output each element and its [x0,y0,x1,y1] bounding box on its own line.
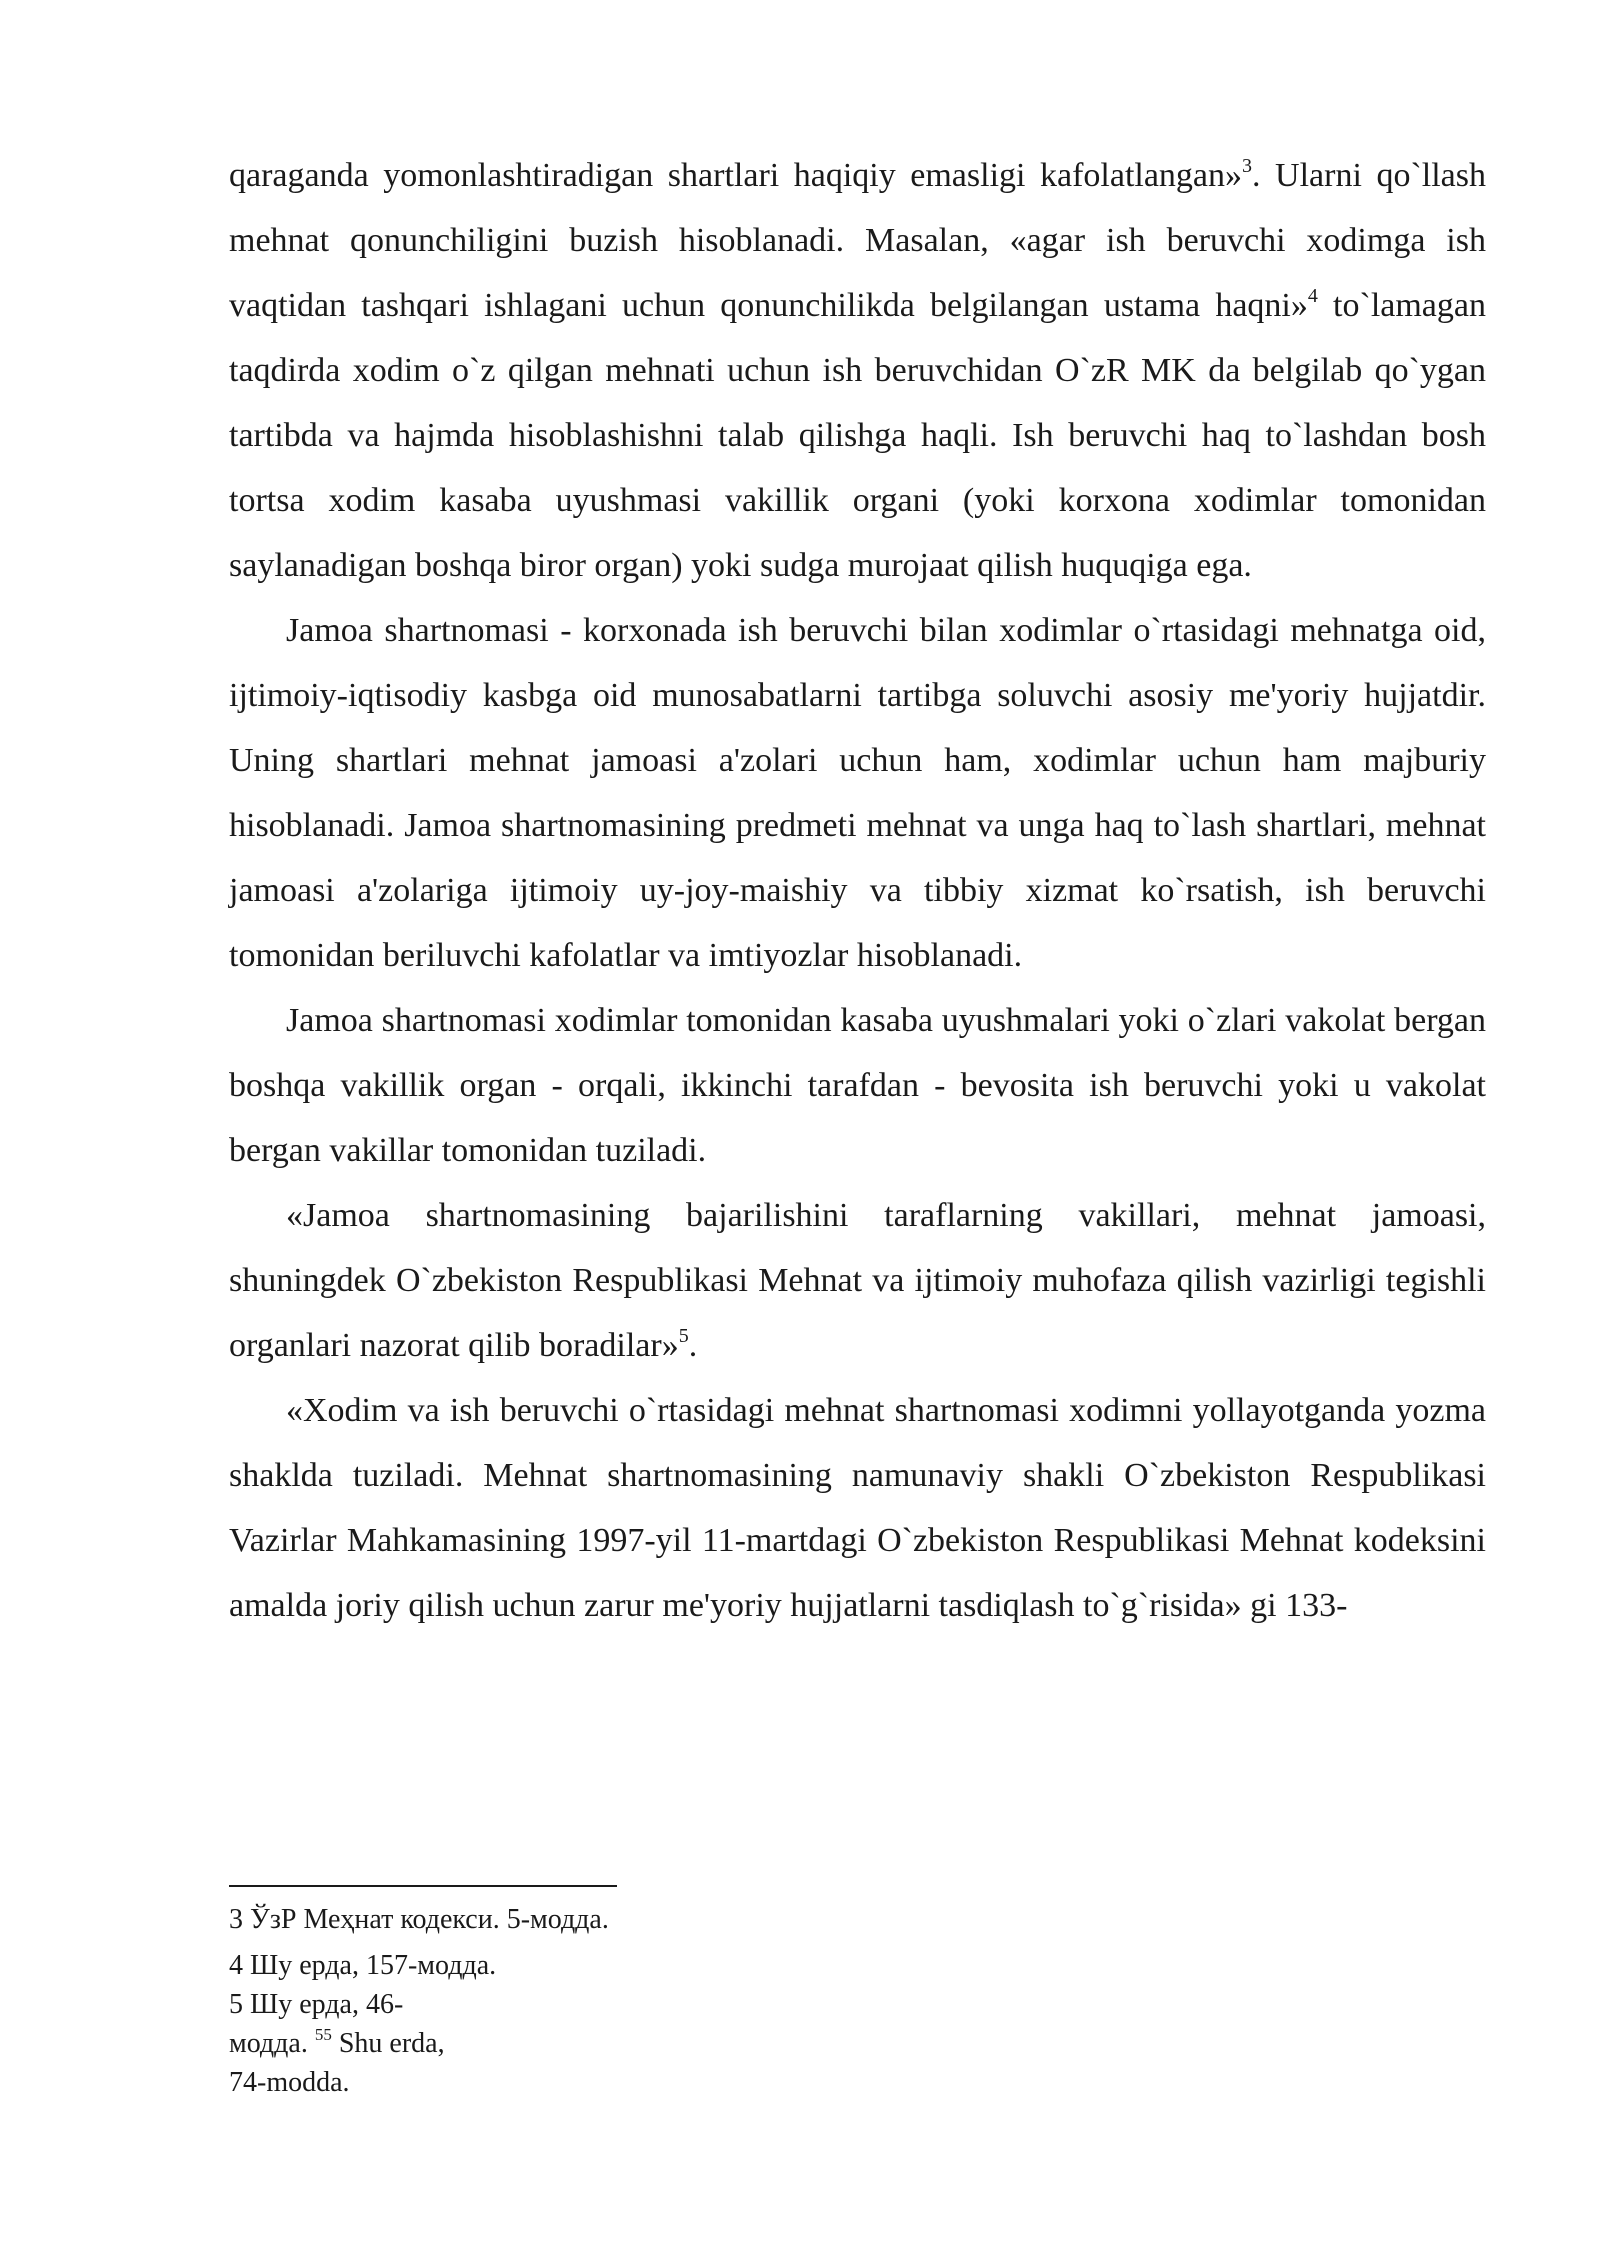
footnote-5: 5 Шу ерда, 46- [229,1989,404,2020]
footnote-55-continued: 74-modda. [229,2067,350,2098]
paragraph-4 [229,1183,1486,1378]
footnotes [229,1900,929,2102]
footnote-separator [229,1885,617,1887]
paragraph-1-text-b: . Ularni qo`llash mehnat qonunchiligini buzish hisoblanadi. Masalan, «agar ish beruvchi xodimga ish vaqtidan tashqari ishlagani uchun qonunchilikda belgilangan ustama haqni» [229,157,1486,324]
footnote-ref-4[interactable]: 4 [1307,284,1318,307]
paragraph-1-text-c: to`lamagan taqdirda xodim o`z qilgan mehnati uchun ish beruvchidan O`zR MK da belgilab qo`ygan tartibda va hajmda hisoblashishni talab qilishga haqli. Ish beruvchi haq to`lashdan bosh tortsa xodim kasaba uyushmasi vakillik organi (yoki korxona xodimlar tomonidan saylanadigan boshqa biror organ) yoki sudga murojaat qilish huquqiga ega. [229,287,1486,584]
footnote-5-text: модда. [229,2028,315,2059]
paragraph-1 [229,143,1486,598]
footnote-3: 3 ЎзР Меҳнат кодекси. 5-модда. [229,1904,609,1935]
document-body [229,143,1486,1638]
footnote-55-text: Shu erda, [331,2028,445,2059]
footnote-ref-3[interactable]: 3 [1242,154,1253,177]
footnote-ref-5[interactable]: 5 [678,1324,689,1347]
footnote-4: 4 Шу ерда, 157-модда. [229,1950,497,1981]
paragraph-5: «Xodim va ish beruvchi o`rtasidagi mehnat shartnomasi xodimni yollayotganda yozma shaklda tuziladi. Mehnat shartnomasining namunaviy shakli O`zbekiston Respublikasi Vazirlar Mahkamasining 1997-yil 11-martdagi O`zbekiston Respublikasi Mehnat kodeksini amalda joriy qilish uchun zarur me'yoriy hujjatlarni tasdiqlash to`g`risida» gi 133- [229,1392,1486,1624]
paragraph-1-text-a: qaraganda yomonlashtiradigan shartlari haqiqiy emasligi kafolatlangan» [229,157,1243,194]
paragraph-4-text-a: «Jamoa shartnomasining bajarilishini taraflarning vakillari, mehnat jamoasi, shuningdek O`zbekiston Respublikasi Mehnat va ijtimoiy muhofaza qilish vazirligi tegishli organlari nazorat qilib boradilar» [229,1197,1486,1364]
footnote-5-continued [229,2024,929,2063]
paragraph-4-text-b: . [688,1327,698,1364]
footnote-ref-55: 55 [314,2024,332,2044]
paragraph-2: Jamoa shartnomasi - korxonada ish beruvchi bilan xodimlar o`rtasidagi mehnatga oid, ijtimoiy-iqtisodiy kasbga oid munosabatlarni tartibga soluvchi asosiy me'yoriy hujjatdir. Uning shartlari mehnat jamoasi a'zolari uchun ham, xodimlar uchun ham majburiy hisoblanadi. Jamoa shartnomasining predmeti mehnat va unga haq to`lash shartlari, mehnat jamoasi a'zolariga ijtimoiy uy-joy-maishiy va tibbiy xizmat ko`rsatish, ish beruvchi tomonidan beriluvchi kafolatlar va imtiyozlar hisoblanadi. [229,612,1486,974]
paragraph-3: Jamoa shartnomasi xodimlar tomonidan kasaba uyushmalari yoki o`zlari vakolat bergan boshqa vakillik organ - orqali, ikkinchi tarafdan - bevosita ish beruvchi yoki u vakolat bergan vakillar tomonidan tuziladi. [229,1002,1486,1169]
